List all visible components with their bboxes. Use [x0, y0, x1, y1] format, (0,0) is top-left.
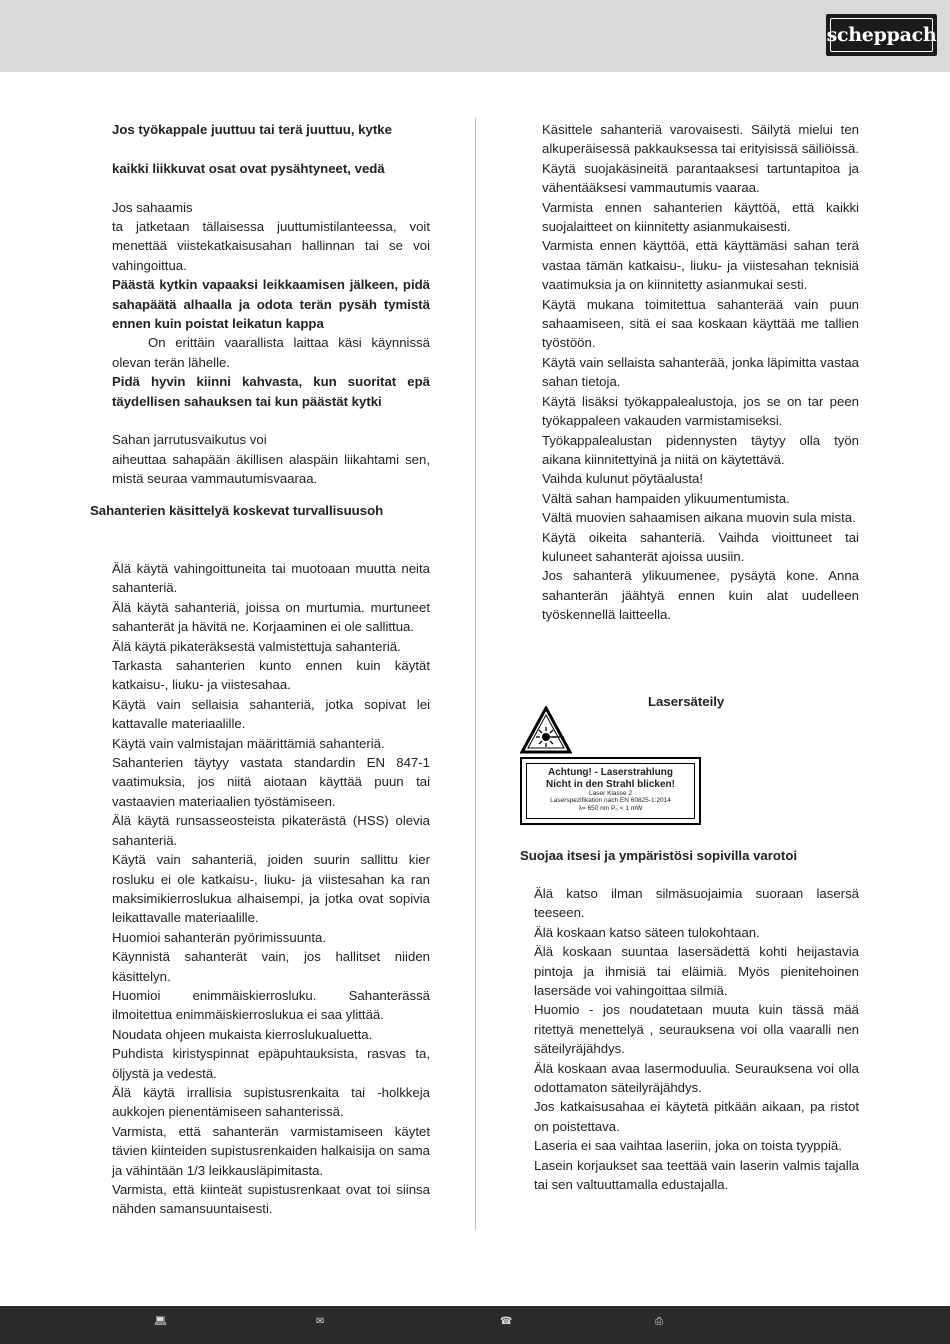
list-item: Varmista ennen sahanterien käyttöä, että kaikki suojalaitteet on kiinnitetty asianmukaisesti. — [542, 199, 859, 235]
paragraph-gap — [112, 411, 430, 430]
list-item: Huomioi enimmäiskierrosluku. Sahanterässä ilmoitettua enimmäiskierroslukua ei saa ylittää. — [112, 987, 430, 1023]
paragraph: Jos sahaamis — [112, 199, 193, 215]
list-item: Noudata ohjeen mukaista kierroslukualuetta. — [112, 1026, 373, 1042]
page-footer — [0, 1306, 950, 1344]
list-item: Älä koskaan avaa lasermoduulia. Seurauksena voi olla odottamaton säteilyräjähdys. — [534, 1060, 859, 1096]
list-item: Älä koskaan suuntaa lasersädettä kohti heijastavia pintoja ja ihmisiä tai eläimiä. Myös pienitehoinen lasersäde voi vahingoittaa silmiä. — [534, 944, 859, 999]
list-item: Älä käytä sahanteriä, joissa on murtumia. murtuneet sahanterät ja hävitä ne. Korjaaminen ei ole sallittua. — [112, 599, 430, 635]
list-item: Älä käytä irrallisia supistusrenkaita tai -holkkeja aukkojen pienentämiseen sahanterissä. — [112, 1084, 430, 1120]
laser-label-line5: λ= 650 nm P₀ < 1 mW — [578, 804, 643, 812]
paragraph: aiheuttaa sahapään äkillisen alaspäin liikahtami sen, mistä seuraa vammautumisvaaraa. — [112, 451, 430, 487]
protection-heading: Suojaa itsesi ja ympäristösi sopivilla varotoi — [520, 848, 798, 863]
list-item: Käynnistä sahanterät vain, jos hallitset niiden käsittelyn. — [112, 949, 430, 984]
laser-label-line2: Nicht in den Strahl blicken! — [546, 778, 675, 790]
paragraph: kaikki liikkuvat osat ovat pysähtyneet, vedä — [112, 160, 385, 176]
laser-label-line3: Laser Klasse 2 — [589, 790, 632, 797]
list-item: Laseria ei saa vaihtaa laseriin, joka on toista tyyppiä. — [534, 1138, 842, 1154]
paragraph-gap — [112, 139, 430, 158]
paragraph: ta jatketaan tällaisessa juuttumistilanteessa, voit menettää viistekatkaisusahan hallinnan tai se voi vahingoittua. — [112, 219, 430, 273]
list-item: Älä katso ilman silmäsuojaimia suoraan lasersä teeseen. — [534, 886, 859, 921]
printer-icon: ⎙ — [655, 1316, 663, 1327]
list-item: Puhdista kiristyspinnat epäpuhtauksista, rasvas ta, öljystä ja vedestä. — [112, 1046, 430, 1081]
list-item: Jos katkaisusahaa ei käytetä pitkään aikaan, pa ristot on poistettava. — [534, 1099, 859, 1134]
list-item: Jos sahanterä ylikuumenee, pysäytä kone. Anna sahanterän jäähtyä ennen kuin alat uudelleen työskennellä laitteella. — [542, 568, 859, 623]
list-item: Tarkasta sahanterien kunto ennen kuin käytät katkaisu-, liuku- ja viistesahaa. — [112, 658, 430, 693]
saw-blade-safety-list — [112, 559, 430, 1219]
column-divider — [475, 118, 476, 1230]
laser-label-line1: Achtung! - Laserstrahlung — [547, 767, 673, 778]
laser-safety-list — [534, 884, 859, 1195]
laser-radiation-heading: Lasersäteily — [648, 694, 725, 709]
list-item: Vältä muovien sahaamisen aikana muovin sula mista. — [542, 510, 856, 526]
fax-icon: ✉ — [316, 1316, 325, 1327]
list-item: Sahanterien täytyy vastata standardin EN 847-1 vaatimuksia, jos niitä aiotaan käyttää puun tai vastaavien materiaalien työstämiseen. — [112, 755, 430, 809]
page-header — [0, 0, 950, 72]
list-item: Älä koskaan katso säteen tulokohtaan. — [534, 924, 760, 940]
list-item: Käytä vain sellaista sahanterää, jonka läpimitta vastaa sahan tietoja. — [542, 354, 859, 390]
list-item: Käytä vain sahanteriä, joiden suurin sallittu kier rosluku ei ole katkaisu-, liuku- ja viistesahan ka ran maksimikierroslukua alhaisempi, ja jotka ovat sopivia leikattavalle materiaalille. — [112, 852, 430, 926]
brand-logo: scheppach — [826, 14, 937, 56]
list-item: Vaihda kulunut pöytäalusta! — [542, 471, 704, 487]
list-item: Käsittele sahanteriä varovaisesti. Säilytä mielui ten alkuperäisessä pakkauksessa tai erityisissä säiliöissä. Käytä suojakäsineitä parantaaksesi tartuntapitoa ja vähentääksesi vammautumis vaaraa. — [542, 122, 859, 196]
list-item: Käytä vain valmistajan määrittämiä sahanteriä. — [112, 735, 385, 751]
paragraph: On erittäin vaarallista laittaa käsi käynnissä olevan terän lähelle. — [112, 335, 430, 370]
paragraph: Jos työkappale juuttuu tai terä juuttuu, kytke — [112, 122, 392, 137]
paragraph: Pidä hyvin kiinni kahvasta, kun suoritat epä täydellisen sahauksen tai kun päästät kytki — [112, 374, 430, 409]
list-item: Älä käytä vahingoittuneita tai muotoaan muutta neita sahanteriä. — [112, 561, 430, 596]
paragraph: Päästä kytkin vapaaksi leikkaamisen jälkeen, pidä sahapäätä alhaalla ja odota terän pysäh tymistä ennen kuin poistat leikatun kappa — [112, 277, 430, 332]
paragraph-gap — [112, 178, 430, 197]
laser-class-label — [520, 757, 701, 825]
list-item: Huomio - jos noudatetaan muuta kuin tässä mää ritettyä menettelyä , seurauksena voi olla vaaralli nen säteilyräjähdys. — [534, 1002, 859, 1057]
right-column-text — [542, 120, 859, 625]
list-item: Käytä lisäksi työkappalealustoja, jos se on tar peen työkappaleen vakauden varmistamiseksi. — [542, 393, 859, 429]
list-item: Älä käytä pikateräksestä valmistettuja sahanteriä. — [112, 638, 401, 654]
saw-blade-safety-heading: Sahanterien käsittelyä koskevat turvallisuusoh — [90, 503, 384, 518]
list-item: Käytä vain sellaisia sahanteriä, jotka sopivat lei kattavalle materiaalille. — [112, 696, 430, 732]
laser-label-line4: Laserspezifikation nach EN 60825-1:2014 — [550, 797, 671, 805]
list-item: Lasein korjaukset saa teettää vain laserin valmis tajalla tai sen valtuuttamalla edustajalla. — [534, 1157, 859, 1193]
list-item: Varmista ennen käyttöä, että käyttämäsi sahan terä vastaa tämän katkaisu-, liuku- ja viistesahan teknisiä vaatimuksia ja on kiinnitetty asianmukai sesti. — [542, 238, 859, 293]
list-item: Käytä oikeita sahanteriä. Vaihda vioittuneet tai kuluneet sahanterät ajoissa uusiin. — [542, 529, 859, 564]
list-item: Käytä mukana toimitettua sahanterää vain puun sahaamiseen, sitä ei saa koskaan käyttää me tallien työstöön. — [542, 296, 859, 351]
list-item: Työkappalealustan pidennysten täytyy olla työn aikana kiinnitettyinä ja niitä on käytettävä. — [542, 432, 859, 467]
list-item: Varmista, että sahanterän varmistamiseen käytet tävien kiinteiden supistusrenkaiden halkaisija on sama ja vähintään 1/3 leikkausläpimitasta. — [112, 1123, 430, 1178]
paragraph: Sahan jarrutusvaikutus voi — [112, 432, 267, 448]
list-item: Varmista, että kiinteät supistusrenkaat ovat toi siinsa nähden samansuuntaisesti. — [112, 1182, 430, 1217]
list-item: Huomioi sahanterän pyörimissuunta. — [112, 929, 327, 945]
list-item: Älä käytä runsasseosteista pikaterästä (HSS) olevia sahanteriä. — [112, 813, 430, 848]
left-column-text — [112, 120, 430, 489]
phone-icon: ☎ — [500, 1316, 513, 1327]
list-item: Vältä sahan hampaiden ylikuumentumista. — [542, 490, 790, 506]
laptop-icon: 💻︎ — [154, 1316, 167, 1327]
laser-warning-icon — [520, 706, 572, 754]
